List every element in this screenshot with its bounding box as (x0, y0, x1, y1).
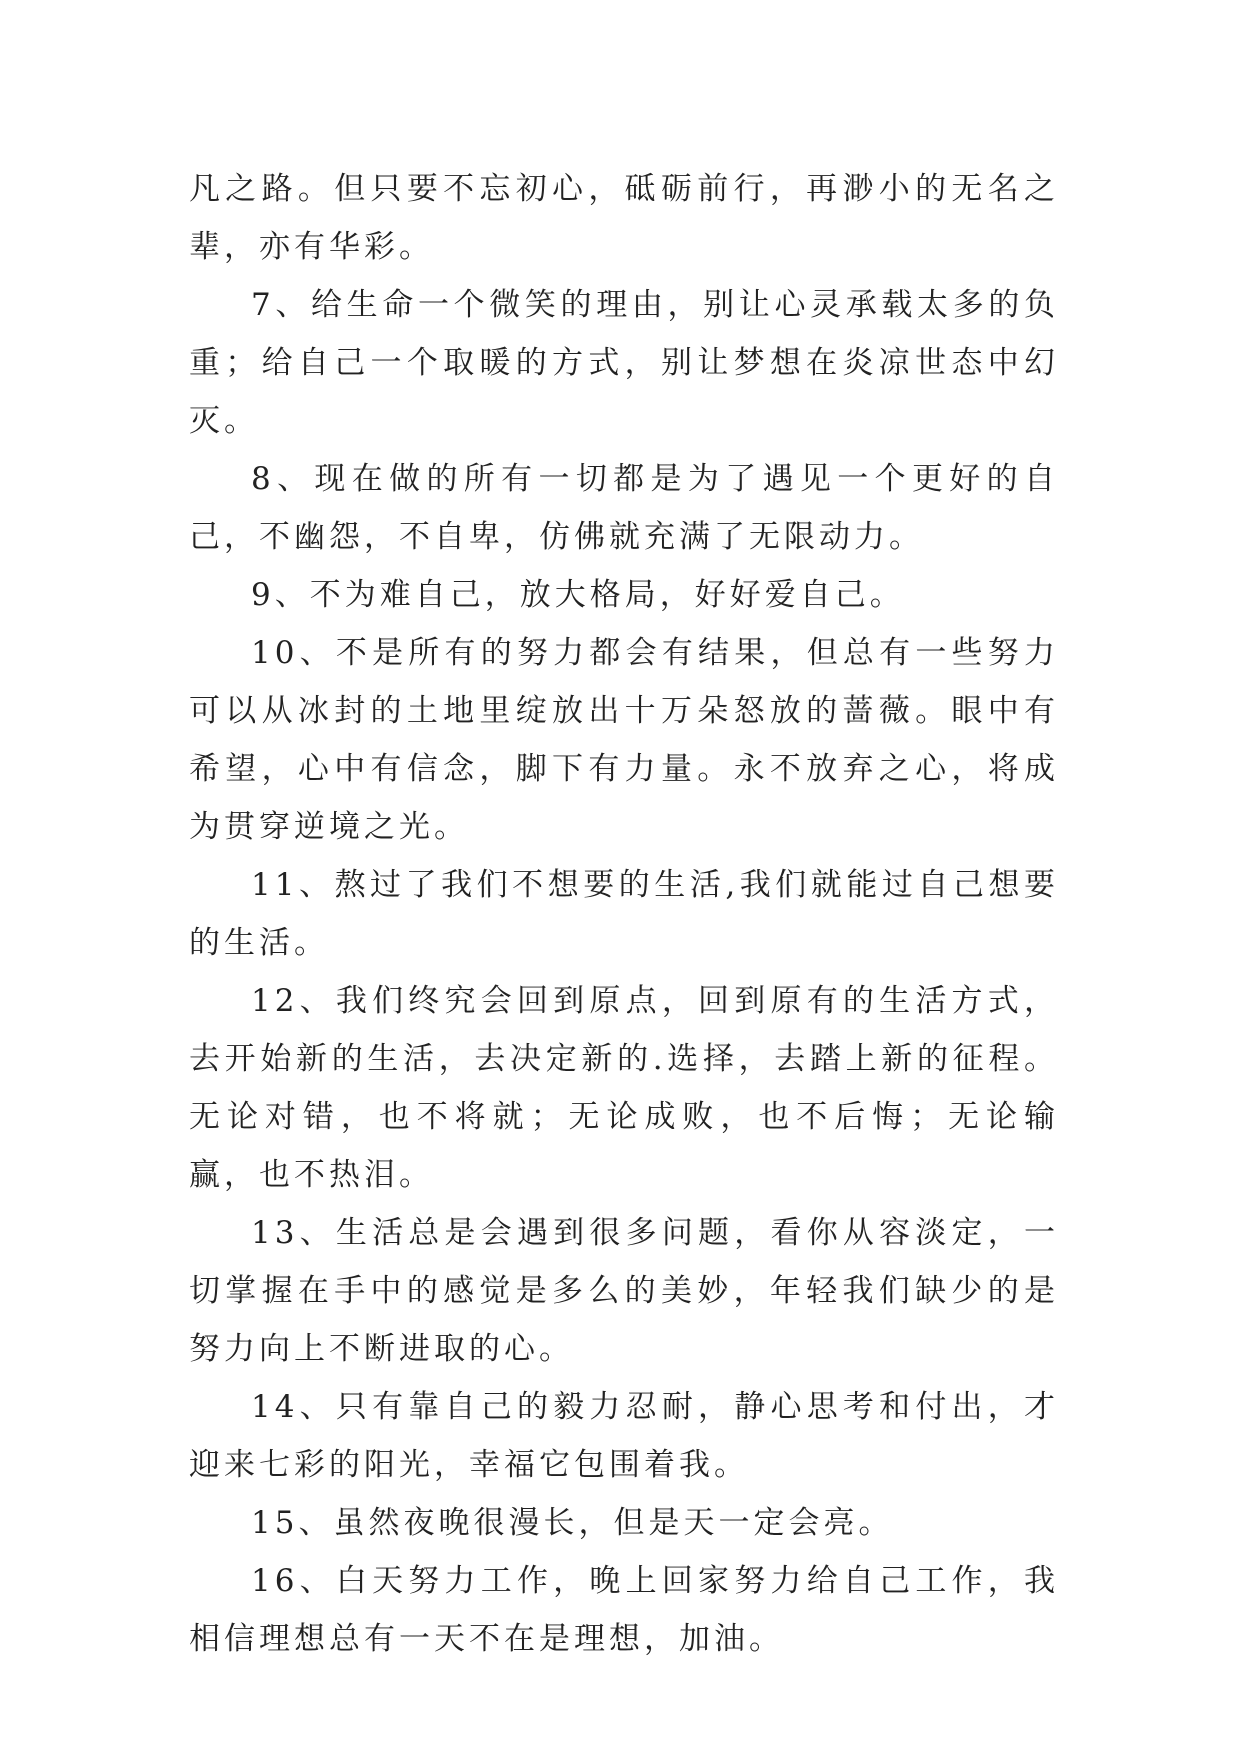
paragraph-item-14: 14、只有靠自己的毅力忍耐，静心思考和付出，才迎来七彩的阳光，幸福它包围着我。 (189, 1389, 1059, 1483)
paragraph-item-9: 9、不为难自己，放大格局，好好爱自己。 (251, 577, 905, 613)
paragraph-continuation: 凡之路。但只要不忘初心，砥砺前行，再渺小的无名之辈，亦有华彩。 (189, 171, 1059, 265)
paragraph-item-10: 10、不是所有的努力都会有结果，但总有一些努力可以从冰封的土地里绽放出十万朵怒放的蔷薇。眼中有希望，心中有信念，脚下有力量。永不放弃之心，将成为贯穿逆境之光。 (189, 635, 1059, 845)
paragraph-item-15: 15、虽然夜晚很漫长，但是天一定会亮。 (251, 1505, 894, 1541)
paragraph-item-16: 16、白天努力工作，晚上回家努力给自己工作，我相信理想总有一天不在是理想，加油。 (189, 1563, 1059, 1657)
paragraph-item-7: 7、给生命一个微笑的理由，别让心灵承载太多的负重；给自己一个取暖的方式，别让梦想在炎凉世态中幻灭。 (189, 287, 1059, 439)
paragraph-item-13: 13、生活总是会遇到很多问题，看你从容淡定，一切掌握在手中的感觉是多么的美妙，年轻我们缺少的是努力向上不断进取的心。 (189, 1215, 1059, 1367)
paragraph-item-12: 12、我们终究会回到原点，回到原有的生活方式，去开始新的生活，去决定新的.选择，去踏上新的征程。无论对错，也不将就；无论成败，也不后悔；无论输赢，也不热泪。 (189, 983, 1059, 1193)
paragraph-item-8: 8、现在做的所有一切都是为了遇见一个更好的自己，不幽怨，不自卑，仿佛就充满了无限动力。 (189, 461, 1059, 555)
paragraph-item-11: 11、熬过了我们不想要的生活,我们就能过自己想要的生活。 (189, 867, 1059, 961)
document-body (189, 160, 1059, 1668)
